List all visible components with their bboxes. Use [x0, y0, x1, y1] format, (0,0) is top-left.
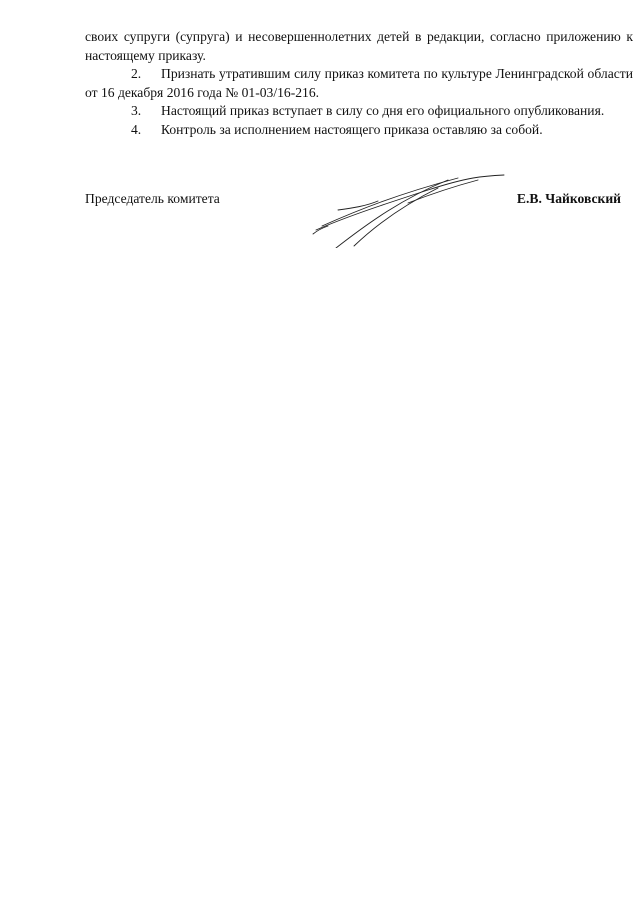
paragraph-text: Признать утратившим силу приказ комитета по культуре Ленинградской области от 16 декабря 2016 года № 01-03/16-216.	[85, 66, 633, 100]
paragraph-text: Контроль за исполнением настоящего приказа оставляю за собой.	[161, 121, 543, 137]
paragraph-item-4	[85, 121, 633, 140]
paragraph-item-2	[85, 65, 633, 102]
document-body	[85, 28, 633, 139]
paragraph-item-3	[85, 102, 633, 121]
paragraph-text: Настоящий приказ вступает в силу со дня его официального опубликования.	[161, 103, 605, 118]
signatory-position: Председатель комитета	[85, 191, 220, 206]
paragraph-text: своих супруги (супруга) и несовершеннолетних детей в редакции, согласно приложению к настоящему приказу.	[85, 29, 633, 63]
signatory-name: Е.В. Чайковский	[516, 191, 621, 206]
handwritten-signature	[308, 168, 508, 248]
paragraph-continued	[85, 28, 633, 65]
paragraph-number: 4.	[131, 121, 142, 137]
paragraph-number: 2.	[131, 66, 142, 81]
paragraph-number: 3.	[131, 103, 142, 118]
